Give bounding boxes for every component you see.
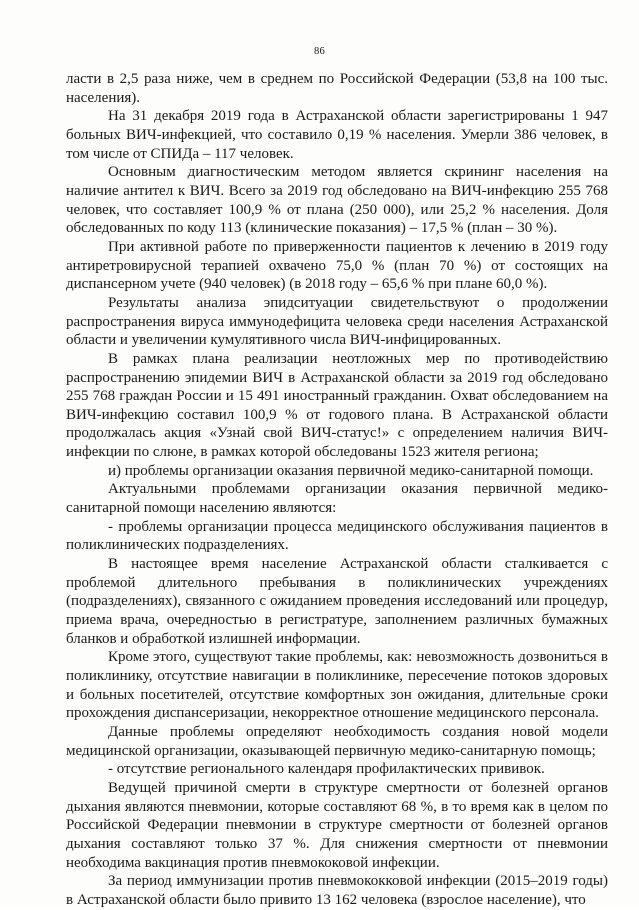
page-number: 86 bbox=[314, 46, 325, 57]
paragraph-registered-hiv: На 31 декабря 2019 года в Астраханской области зарегистрированы 1 947 больных ВИЧ-инфекцией, что составило 0,19 % населения. Умерли 386 человек, в том числе от СПИДа – 117 человек. bbox=[66, 108, 608, 162]
document-body bbox=[66, 70, 608, 910]
paragraph-other-problems: Кроме этого, существуют такие проблемы, как: невозможность дозвониться в поликлинику, отсутствие навигации в поликлинике, пересечение потоков здоровых и больных посетителей, отсутствие комфортных зон ожидания, длительные сроки прохождения диспансеризации, некорректное отношение медицинского персонала. bbox=[66, 649, 608, 722]
list-item-service-organization: - проблемы организации процесса медицинского обслуживания пациентов в поликлинических подразделениях. bbox=[66, 518, 608, 554]
paragraph-antiretroviral-therapy: При активной работе по приверженности пациентов к лечению в 2019 году антиретровирусной терапией охвачено 75,0 % (план 70 %) от состоящих на диспансерном учете (940 человек) (в 2018 году – 65,6 % при плане 60,0 %). bbox=[66, 238, 608, 293]
paragraph-waiting-problems: В настоящее время население Астраханской области сталкивается с проблемой длительного пребывания в поликлинических учреждениях (подразделениях), связанного с ожиданием проведения исследований или процедур, приема врача, очередностью в регистратуре, заполнением различных бумажных бланков и обработкой излишней информации. bbox=[66, 556, 608, 647]
paragraph-screening: Основным диагностическим методом является скрининг населения на наличие антител к ВИЧ. Всего за 2019 год обследовано на ВИЧ-инфекцию 255 768 человек, что составляет 100,9 % от плана (250 000), или 25,2 % населения. Доля обследованных по коду 113 (клинические показания) – 17,5 % (план – 30 %). bbox=[66, 164, 608, 237]
paragraph-pneumonia-mortality: Ведущей причиной смерти в структуре смертности от болезней органов дыхания являются пневмонии, которые составляют 68 %, в то время как в целом по Российской Федерации пневмонии в структуре смертности от болезней органов дыхания составляют только 37 %. Для снижения смертности от пневмонии необходима вакцинация против пневмококовой инфекции. bbox=[66, 779, 608, 871]
paragraph-immunization-period: За период иммунизации против пневмококковой инфекции (2015–2019 годы) в Астраханской области было привито 13 162 человека (взрослое население), что bbox=[66, 873, 608, 908]
paragraph-urgent-measures: В рамках плана реализации неотложных мер по противодействию распространению эпидемии ВИЧ в Астраханской области за 2019 год обследовано 255 768 граждан России и 15 491 иностранный гражданин. Охват обследованием на ВИЧ-инфекцию составил 100,9 % от годового плана. В Астраханской области продолжалась акция «Узнай свой ВИЧ-статус!» с определением наличия ВИЧ-инфекции по слюне, в рамках которой обследованы 1523 жителя региона; bbox=[66, 350, 608, 461]
list-item-vaccination-calendar: - отсутствие регионального календаря профилактических прививок. bbox=[108, 761, 545, 778]
paragraph-epidemic-analysis: Результаты анализа эпидситуации свидетельствуют о продолжении распространения вируса иммунодефицита человека среди населения Астраханской области и увеличении кумулятивного числа ВИЧ-инфицированных. bbox=[66, 294, 608, 349]
paragraph-continuation: ласти в 2,5 раза ниже, чем в среднем по Российской Федерации (53,8 на 100 тыс. населения). bbox=[66, 71, 608, 106]
paragraph-primary-care-problems-heading: и) проблемы организации оказания первичной медико-санитарной помощи. bbox=[108, 462, 594, 479]
paragraph-new-model-need: Данные проблемы определяют необходимость создания новой модели медицинской организации, оказывающей первичную медико-санитарную помощь; bbox=[66, 723, 608, 759]
paragraph-actual-problems: Актуальными проблемами организации оказания первичной медико-санитарной помощи населению являются: bbox=[66, 481, 608, 517]
